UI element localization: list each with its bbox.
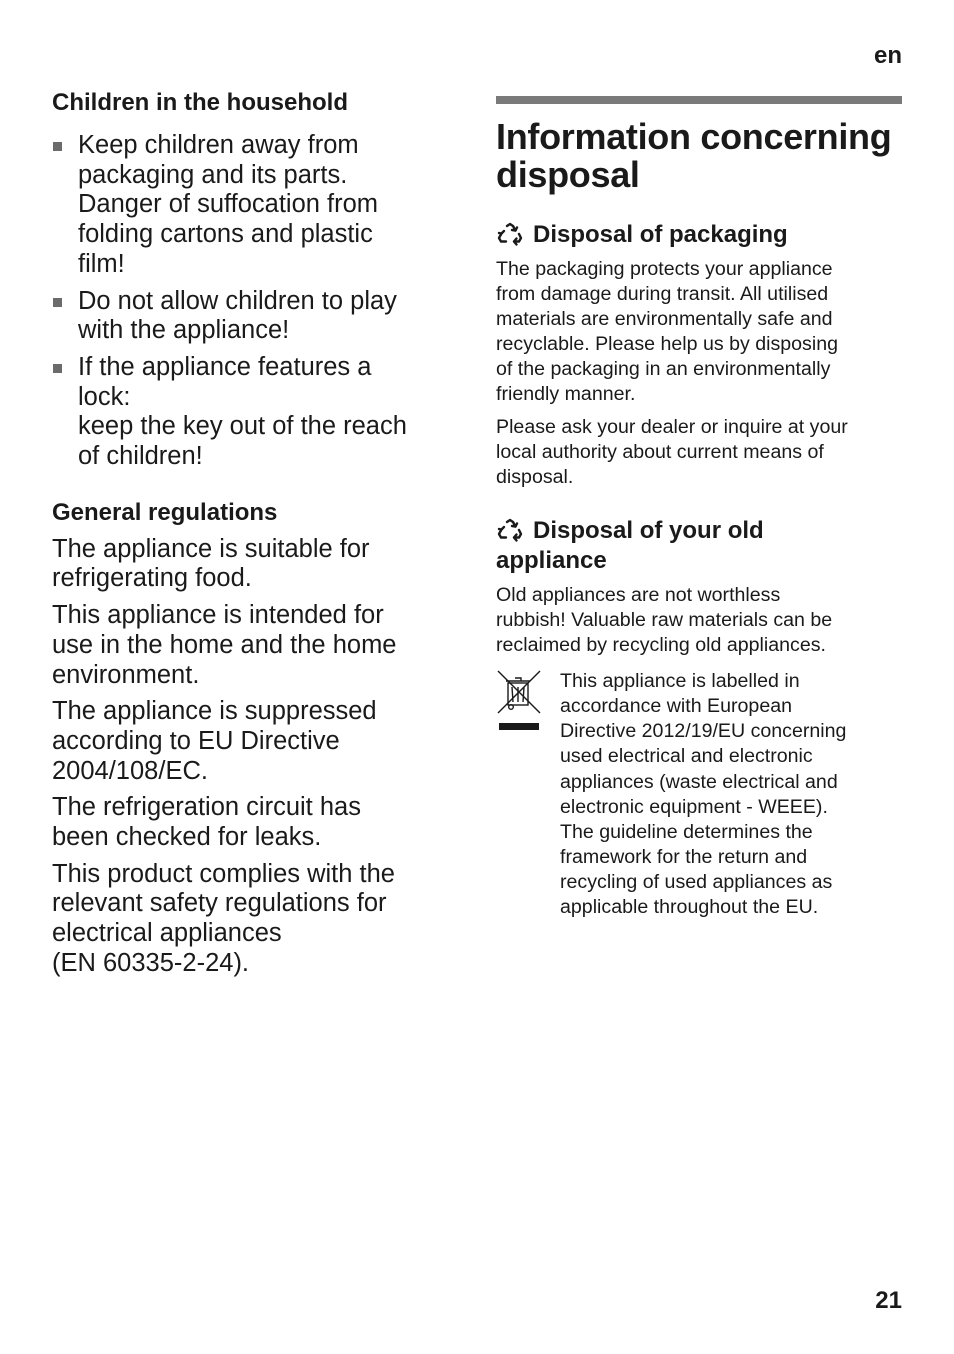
recycle-icon — [496, 517, 524, 545]
disposal-title: Information concerning disposal — [496, 116, 892, 195]
general-paragraph-2: This appliance is intended for use in the home and the home environment. — [52, 601, 397, 689]
old-appliance-body — [496, 583, 902, 920]
square-bullet-icon — [53, 298, 62, 307]
old-appliance-heading: Disposal of your old appliance — [496, 516, 764, 574]
packaging-paragraph-1: The packaging protects your appliance from damage during transit. All utilised materials are environmentally safe and recyclable. Please help us by disposing of the packaging in an environmentally friendly manner. — [496, 258, 839, 406]
children-bullet-list — [52, 131, 452, 472]
weee-icon-container — [496, 669, 560, 920]
general-paragraph-3: The appliance is suppressed according to EU Directive 2004/108/EC. — [52, 697, 377, 785]
section-rule — [496, 96, 902, 104]
page-number: 21 — [875, 1287, 902, 1314]
general-paragraph-5: This product complies with the relevant safety regulations for electrical appliances (EN 60335-2-24). — [52, 859, 395, 977]
packaging-heading: Disposal of packaging — [496, 220, 902, 250]
children-bullet-3: If the appliance features a lock: keep the key out of the reach of children! — [52, 353, 452, 472]
crossed-out-wheelie-bin-icon — [496, 669, 544, 735]
general-regulations-body — [52, 535, 452, 979]
packaging-body — [496, 257, 902, 490]
children-bullet-1: Keep children away from packaging and its parts. Danger of suffocation from folding cartons and plastic film! — [52, 131, 452, 280]
children-bullet-2: Do not allow children to play with the appliance! — [52, 287, 452, 346]
weee-notice — [496, 669, 902, 920]
square-bullet-icon — [53, 142, 62, 151]
old-appliance-paragraph: Old appliances are not worthless rubbish! Valuable raw materials can be reclaimed by recycling old appliances. — [496, 583, 833, 657]
general-paragraph-4: The refrigeration circuit has been checked for leaks. — [52, 793, 361, 852]
weee-text: This appliance is labelled in accordance with European Directive 2012/19/EU concerning used electrical and electronic appliances (waste electrical and electronic equipment - WEEE). The guideline determines the framework for the return and recycling of used appliances as applicable throughout the EU. — [560, 670, 847, 918]
square-bullet-icon — [53, 364, 62, 373]
general-paragraph-1: The appliance is suitable for refrigerating food. — [52, 534, 370, 593]
packaging-paragraph-2: Please ask your dealer or inquire at your local authority about current means of disposal. — [496, 415, 848, 488]
children-heading: Children in the household — [52, 89, 348, 116]
general-regulations-heading: General regulations — [52, 498, 278, 526]
recycle-icon — [496, 221, 524, 249]
right-column — [496, 96, 902, 920]
left-column — [52, 88, 452, 986]
language-code: en — [873, 42, 902, 69]
